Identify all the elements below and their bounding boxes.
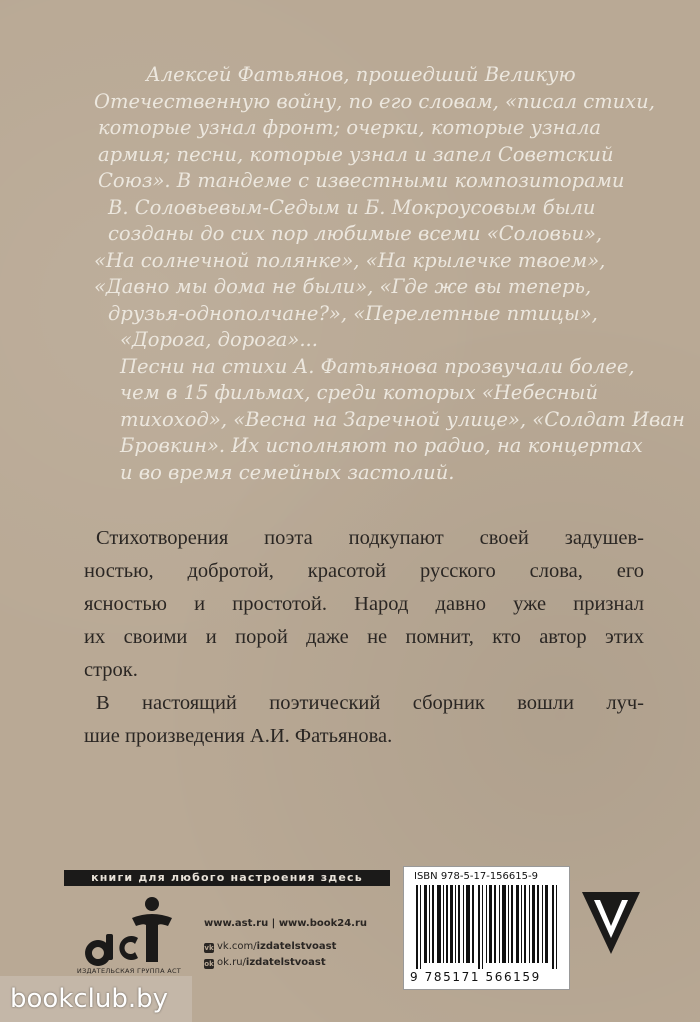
quote-line: Песни на стихи А. Фатьянова прозвучали более,: [120, 354, 635, 378]
quote-line: В. Соловьевым-Седым и Б. Мокроусовым были: [108, 195, 596, 219]
quote-line: друзья-однополчане?», «Перелетные птицы»,: [108, 301, 598, 325]
publisher-tagline: книги для любого настроения здесь: [64, 870, 390, 886]
social-prefix: ok.ru/: [217, 957, 246, 968]
description-line: их своими и порой даже не помнит, кто автор этих: [84, 626, 644, 648]
site-watermark: bookclub.by: [0, 976, 192, 1022]
quote-line: Союз». В тандеме с известными композиторами: [98, 169, 625, 192]
description-line: ясностью и простотой. Народ давно уже признал: [84, 593, 644, 615]
quote-line: чем в 15 фильмах, среди которых «Небесный: [120, 381, 598, 404]
quote-line: и во время семейных застолий.: [120, 460, 455, 484]
ast-logo-caption: ИЗДАТЕЛЬСКАЯ ГРУППА АСТ: [76, 967, 182, 975]
quote-line: «Дорога, дорога»...: [120, 328, 318, 351]
quote-line: армия; песни, которые узнал и запел Советский: [98, 142, 614, 166]
isbn-barcode-box: [403, 866, 570, 990]
barcode-digits: 9 785171 566159: [410, 970, 541, 984]
social-link-vk[interactable]: [204, 941, 336, 953]
ok-icon: ok: [204, 960, 214, 968]
quote-line: которые узнал фронт; очерки, которые узнала: [98, 116, 602, 139]
vk-icon: vk: [204, 944, 214, 952]
social-link-ok[interactable]: [204, 957, 326, 969]
quote-line: созданы до сих пор любимые всеми «Соловьи»,: [108, 222, 603, 245]
publisher-v-logo: [580, 890, 642, 956]
description-line: В настоящий поэтический сборник вошли луч-: [96, 692, 644, 714]
description-line: Стихотворения поэта подкупают своей задушев-: [96, 527, 644, 549]
book-description: [84, 522, 644, 753]
quote-line: Отечественную войну, по его словам, «писал стихи,: [94, 89, 655, 113]
description-line: строк.: [84, 659, 138, 681]
quote-line: Алексей Фатьянов, прошедший Великую: [146, 63, 576, 86]
isbn-number: ISBN 978-5-17-156615-9: [414, 871, 538, 882]
quote-line: «Давно мы дома не были», «Где же вы теперь,: [94, 275, 592, 298]
ast-logo: [64, 896, 194, 976]
ast-logo-icon: [64, 896, 194, 976]
description-line: шие произведения А.И. Фатьянова.: [84, 725, 393, 747]
v-logo-icon: [580, 890, 642, 956]
description-line: ностью, добротой, красотой русского слова, его: [84, 560, 644, 582]
author-quote-block: [94, 62, 685, 486]
quote-line: «На солнечной полянке», «На крылечке твоем»,: [94, 248, 606, 272]
social-handle: izdatelstvoast: [245, 957, 326, 968]
barcode-icon: [412, 885, 562, 969]
social-handle: izdatelstvoast: [256, 941, 337, 952]
social-prefix: vk.com/: [217, 941, 257, 952]
publisher-links[interactable]: www.ast.ru | www.book24.ru: [204, 918, 368, 929]
quote-line: Бровкин». Их исполняют по радио, на концертах: [120, 434, 643, 457]
quote-line: тихоход», «Весна на Заречной улице», «Солдат Иван: [120, 407, 685, 431]
